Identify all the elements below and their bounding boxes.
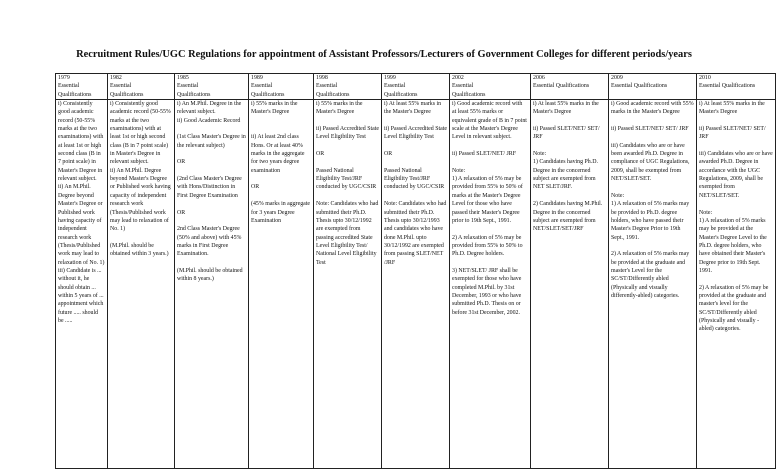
qualification-text: i) 55% marks in the Master's Degree ii) Passed Accredited State Level Eligibility Test OR Passed National Eligibility Test/JRF conducted by UGC/CSIR Note: Candidates who had submitted their Ph.D. Thesis upto 30/12/1992 are exempted from passing accredited State Level Eligibility Test/ National Level Eligibility Test <box>316 101 379 266</box>
qualification-text: i) At least 55% marks in the Master's Degree ii) Passed Accredited State Level Eligibility Test OR Passed National Eligibility Test/JRF conducted by UGC/CSIR Note: Candidates who had submitted their Ph.D. Thesis upto 30/12/1993 and candidates who have done M.Phil. upto 30/12/1992 are exempted from passing SLET/NET /JRF <box>384 101 447 266</box>
qualification-cell-2002 <box>450 100 531 469</box>
year-label: 2010 <box>699 75 711 81</box>
year-label: 1998 <box>316 75 328 81</box>
qualification-text: i) 55% marks in the Master's Degree ii) At least 2nd class Hons. Or at least 40% marks in the aggregate for two years degree examination OR (45% marks in aggregate for 3 years Degree Examination <box>251 101 311 224</box>
qualification-cell-1982 <box>108 100 175 469</box>
column-header-1989 <box>249 74 314 100</box>
column-header-2009 <box>609 74 697 100</box>
content-row <box>56 100 776 469</box>
qualification-cell-2010 <box>697 100 776 469</box>
qualification-heading: Essential Qualifications <box>699 83 756 90</box>
qualification-text: i) Good academic record with 55% marks in the Master's Degree ii) Passed SLET/NET/ SET/ JRF iii) Candidates who are or have been awarded Ph.D. Degree in compliance of UGC Regulations, 2009, shall be exempted from NET/SLET/SET. Note: 1) A relaxation of 5% marks may be provided to Ph.D. degree holders, who have passed their Master's Degree Prior to 19th Sept., 1991. 2) A relaxation of 5% marks may be provided at the graduate and master's Level for the SC/ST/Differently abled (Physically and visually differently-abled) categories. <box>611 101 694 299</box>
column-header-1985 <box>175 74 249 100</box>
qualification-cell-1998 <box>314 100 382 469</box>
page-title: Recruitment Rules/UGC Regulations for appointment of Assistant Professors/Lecturers of Government Colleges for different periods/years <box>76 49 692 60</box>
year-label: 1982 <box>110 75 122 81</box>
qualification-text: i) At least 55% marks in the Master's Degree ii) Passed SLET/NET/ SET/ JRF iii) Candidates who are or have awarded Ph.D. Degree in accordance with the UGC Regulations, 2009, shall be exempted from NET/SLET/SET. Note: 1) A relaxation of 5% marks may be provided at the Master's Degree Level to the Ph.D. degree holders, who have obtained their Master's Degree prior to 19th Sept. 1991. 2) A relaxation of 5% may be provided at the graduate and master's level for the SC/ST/Differently abled (Physically and visually -abled) categories. <box>699 101 773 333</box>
qualification-heading: Essential Qualifications <box>384 83 418 98</box>
qualification-heading: Essential Qualifications <box>251 83 285 98</box>
qualification-cell-1979 <box>56 100 108 469</box>
qualification-cell-2006 <box>531 100 609 469</box>
qualification-heading: Essential Qualifications <box>611 83 668 90</box>
qualification-cell-1985 <box>175 100 249 469</box>
column-header-1998 <box>314 74 382 100</box>
column-header-2006 <box>531 74 609 100</box>
qualifications-table <box>55 73 776 469</box>
qualification-cell-1999 <box>382 100 450 469</box>
year-label: 1985 <box>177 75 189 81</box>
column-header-2002 <box>450 74 531 100</box>
qualification-heading: Essential Qualifications <box>452 83 486 98</box>
year-label: 1979 <box>58 75 70 81</box>
qualification-heading: Essential Qualifications <box>110 83 144 98</box>
column-header-1982 <box>108 74 175 100</box>
year-label: 2002 <box>452 75 464 81</box>
qualification-cell-2009 <box>609 100 697 469</box>
column-header-1999 <box>382 74 450 100</box>
year-label: 2009 <box>611 75 623 81</box>
qualification-heading: Essential Qualifications <box>533 83 590 90</box>
header-row <box>56 74 776 100</box>
qualification-text: i) At least 55% marks in the Master's Degree ii) Passed SLET/NET/ SET/ JRF Note: 1) Candidates having Ph.D. Degree in the concerned subject are exempted from NET SLET/JRF. 2) Candidates having M.Phil. Degree in the concerned subject are exempted from NET/SLET/SET/JRF <box>533 101 603 233</box>
year-label: 1989 <box>251 75 263 81</box>
qualification-heading: Essential Qualifications <box>58 83 92 98</box>
qualification-text: i) Consistently good academic record (50-55% marks at the two examinations) with at least 1st or high second class (B in 7 point scale) in Master's Degree in relevant subject. ii) An M.Phil. Degree beyond Master's Degree or Published work having capacity of independent research work (Thesis/Published work may lead to relaxation of No. 1) iii) Candidate is ... without it, he should obtain ... within 5 years of ... appointment which future ..... should be ..... <box>58 101 105 324</box>
year-label: 2006 <box>533 75 545 81</box>
qualification-heading: Essential Qualifications <box>177 83 211 98</box>
column-header-2010 <box>697 74 776 100</box>
qualification-heading: Essential Qualifications <box>316 83 350 98</box>
qualification-text: i) Consistently good academic record (50-55% marks at the two examinations) with at least 1st or high second class (B in 7 point scale) in Master's Degree in relevant subject. ii) An M.Phil. Degree beyond Master's Degree or Published work having capacity of independent research work (Thesis/Published work may lead to relaxation of No. 1) (M.Phil. should be obtained within 3 years.) <box>110 101 171 258</box>
year-label: 1999 <box>384 75 396 81</box>
qualification-text: i) An M.Phil. Degree in the relevant subject. ii) Good Academic Record (1st Class Master's Degree in the relevant subject) OR (2nd Class Master's Degree with Hons/Distinction in First Degree Examination OR 2nd Class Master's Degree (50% and above) with 45% marks in First Degree Examination. (M.Phil. should be obtained within 8 years.) <box>177 101 246 283</box>
qualification-text: i) Good academic record with at least 55% marks or equivalent grade of B in 7 point scale at the Master's Degree Level in relevant subject. ii) Passed SLET/NET/ JRF Note: 1) A relaxation of 5% may be provided from 55% to 50% of marks at the Master's Degree Level for those who have passed their Master's Degree prior to 19th Sept., 1991. 2) A relaxation of 5% may be provided from 55% to 50% to Ph.D. Degree holders. 3) NET/SLET/ JRF shall be exempted for those who have completed M.Phil. by 31st December, 1993 or who have submitted Ph.D. Thesis on or before 31st December, 2002. <box>452 101 527 316</box>
column-header-1979 <box>56 74 108 100</box>
qualification-cell-1989 <box>249 100 314 469</box>
